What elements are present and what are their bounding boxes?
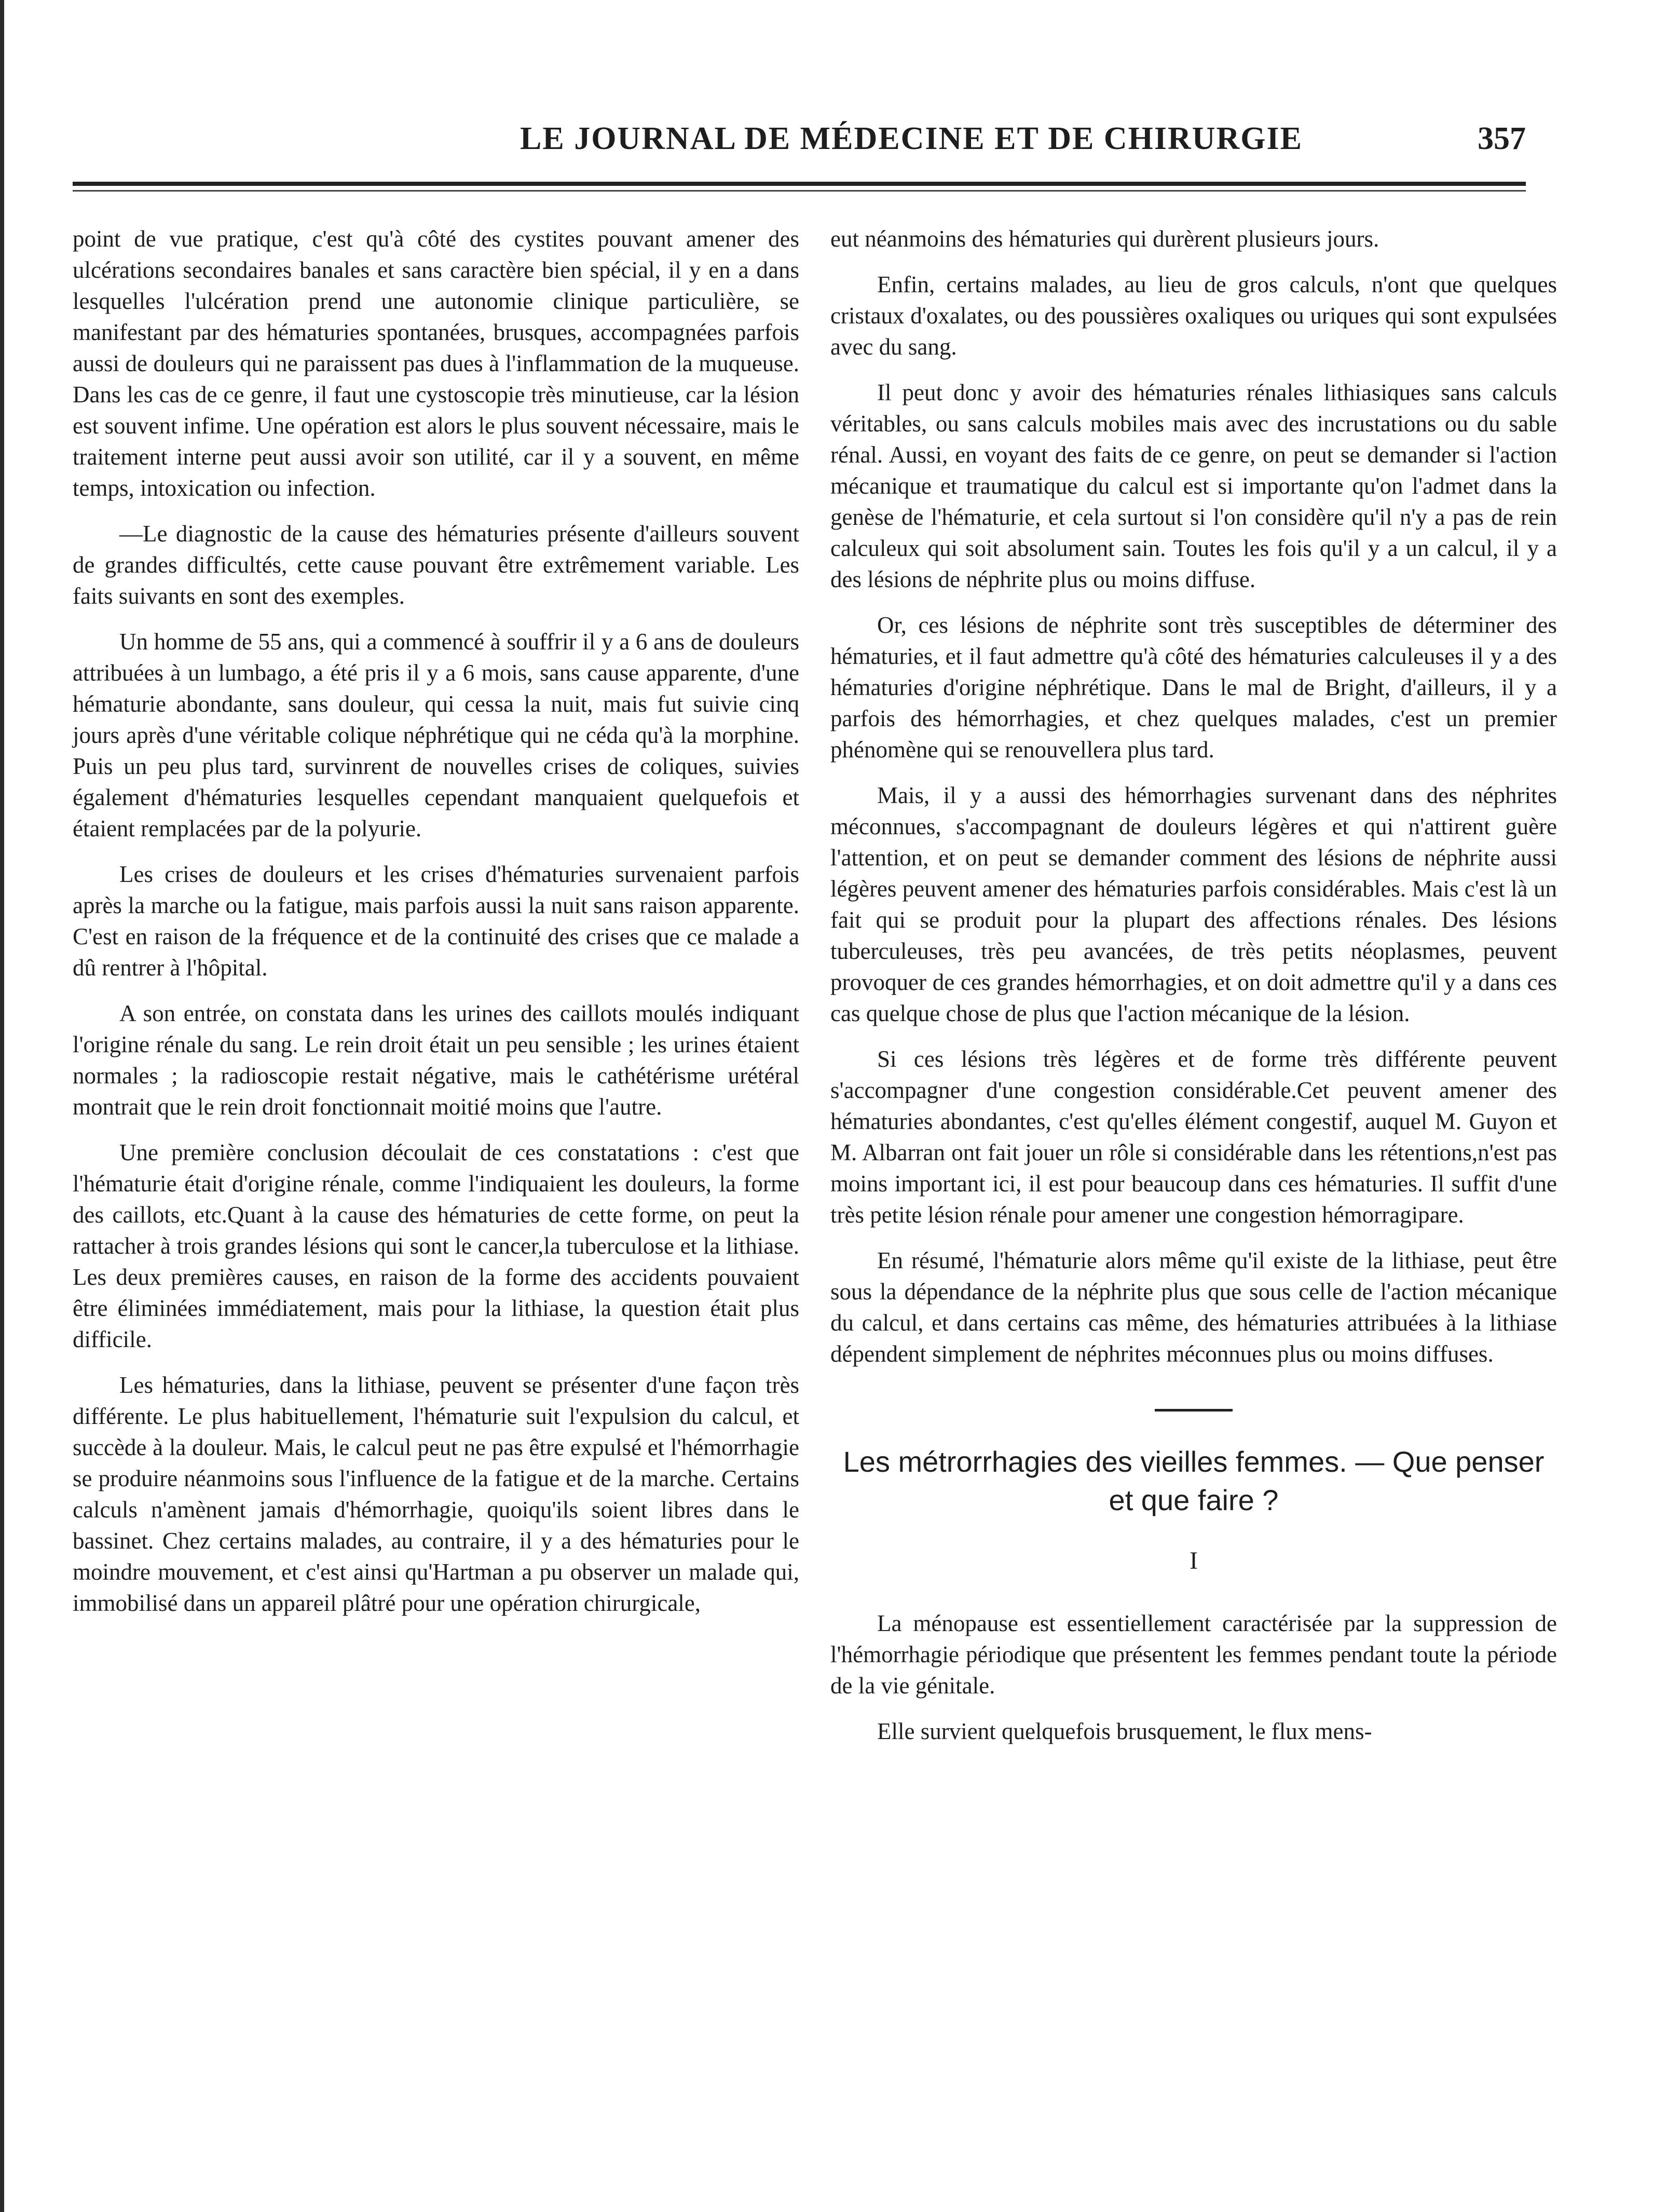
section-number: I xyxy=(1190,1547,1198,1575)
paragraph: La ménopause est essentiellement caractérisée par la suppression de l'hémorrhagie périodique que présentent les femmes pendant toute la période de la vie génitale. xyxy=(830,1610,1557,1699)
page-header xyxy=(73,120,1526,162)
paragraph: Si ces lésions très légères et de forme très différente peuvent s'accompagner d'une congestion considérable.Cet peuvent amener des hématuries abondantes, c'est qu'elles élément congestif, auquel M. Guyon et M. Albarran ont fait jouer un rôle si considérable dans les rétentions,n'est pas moins important ici, il est pour beaucoup dans ces hématuries. Il suffit d'une très petite lésion rénale pour amener une congestion hémorragipare. xyxy=(830,1046,1557,1228)
header-rule-thick xyxy=(73,182,1526,186)
left-column xyxy=(73,223,799,1633)
paragraph: Mais, il y a aussi des hémorrhagies survenant dans des néphrites méconnues, s'accompagnant de douleurs légères et qui n'attirent guère l'attention, et on peut se demander comment des lésions de néphrite aussi légères peuvent amener des hématuries parfois considérables. Mais c'est là un fait qui se produit pour la plupart des affections rénales. Des lésions tuberculeuses, très peu avancées, de très petits néoplasmes, peuvent provoquer de ces grandes hémorrhagies, et on doit admettre qu'il y a dans ces cas quelque chose de plus que l'action mécanique de la lésion. xyxy=(830,782,1557,1026)
paragraph: Or, ces lésions de néphrite sont très susceptibles de déterminer des hématuries, et il faut admettre qu'à côté des hématuries calculeuses il y a des hématuries d'origine néphrétique. Dans le mal de Bright, d'ailleurs, il y a parfois des hémorrhagies, et chez quelques malades, c'est un premier phénomène qui se renouvellera plus tard. xyxy=(830,612,1557,763)
running-title: LE JOURNAL DE MÉDECINE ET DE CHIRURGIE xyxy=(520,121,1303,156)
paragraph: eut néanmoins des hématuries qui durèrent plusieurs jours. xyxy=(830,226,1379,252)
paragraph: Les hématuries, dans la lithiase, peuvent se présenter d'une façon très différente. Le plus habituellement, l'hématurie suit l'expulsion du calcul, et succède à la douleur. Mais, le calcul peut ne pas être expulsé et l'hémorrhagie se produire néanmoins sous l'influence de la fatigue et de la marche. Certains calculs n'amènent jamais d'hémorrhagie, quoiqu'ils soient libres dans le bassinet. Chez certains malades, au contraire, il y a des hématuries pour le moindre mouvement, et c'est ainsi qu'Hartman a pu observer un malade qui, immobilisé dans un appareil plâtré pour une opération chirurgicale, xyxy=(73,1372,799,1616)
paragraph: Un homme de 55 ans, qui a commencé à souffrir il y a 6 ans de douleurs attribuées à un lumbago, a été pris il y a 6 mois, sans cause apparente, d'une hématurie abondante, sans douleur, qui cessa la nuit, mais fut suivie cinq jours après d'une véritable colique néphrétique qui ne céda qu'à la morphine. Puis un peu plus tard, survinrent de nouvelles crises de coliques, suivies également d'hématuries lesquelles cependant manquaient quelquefois et étaient remplacées par de la polyurie. xyxy=(73,629,799,842)
header-rule-thin xyxy=(73,190,1526,192)
paragraph: Elle survient quelquefois brusquement, le flux mens- xyxy=(877,1718,1372,1744)
paragraph: Les crises de douleurs et les crises d'hématuries survenaient parfois après la marche ou la fatigue, mais parfois aussi la nuit sans raison apparente. C'est en raison de la fréquence et de la continuité des crises que ce malade a dû rentrer à l'hôpital. xyxy=(73,861,799,981)
paragraph: Enfin, certains malades, au lieu de gros calculs, n'ont que quelques cristaux d'oxalates, ou des poussières oxaliques ou uriques qui sont expulsées avec du sang. xyxy=(830,272,1557,360)
paragraph: —Le diagnostic de la cause des hématuries présente d'ailleurs souvent de grandes difficultés, cette cause pouvant être extrêmement variable. Les faits suivants en sont des exemples. xyxy=(73,521,799,609)
section-separator xyxy=(1155,1409,1233,1412)
article-title: Les métrorrhagies des vieilles femmes. — Que penser et que faire ? xyxy=(843,1445,1545,1516)
paragraph: point de vue pratique, c'est qu'à côté des cystites pouvant amener des ulcérations secondaires banales et sans caractère bien spécial, il y en a dans lesquelles l'ulcération prend une autonomie clinique particulière, se manifestant par des hématuries spontanées, brusques, accompagnées parfois aussi de douleurs qui ne paraissent pas dues à l'inflammation de la muqueuse. Dans les cas de ce genre, il faut une cystoscopie très minutieuse, car la lésion est souvent infime. Une opération est alors le plus souvent nécessaire, mais le traitement interne peut aussi avoir son utilité, car il y a souvent, en même temps, intoxication ou infection. xyxy=(73,226,799,501)
paragraph: Une première conclusion découlait de ces constatations : c'est que l'hématurie était d'origine rénale, comme l'indiquaient les douleurs, la forme des caillots, etc.Quant à la cause des hématuries de cette forme, on peut la rattacher à trois grandes lésions qui sont le cancer,la tuberculose et la lithiase. Les deux premières causes, en raison de la forme des accidents pouvaient être éliminées immédiatement, mais pour la lithiase, la question était plus difficile. xyxy=(73,1139,799,1352)
page-number: 357 xyxy=(1478,121,1526,156)
right-column xyxy=(830,223,1557,1761)
scan-edge xyxy=(0,0,4,2212)
paragraph: A son entrée, on constata dans les urines des caillots moulés indiquant l'origine rénale du sang. Le rein droit était un peu sensible ; les urines étaient normales ; la radioscopie restait négative, mais le cathétérisme urétéral montrait que le rein droit fonctionnait moitié moins que l'autre. xyxy=(73,1000,799,1120)
paragraph: Il peut donc y avoir des hématuries rénales lithiasiques sans calculs véritables, ou sans calculs mobiles mais avec des incrustations ou du sable rénal. Aussi, en voyant des faits de ce genre, on peut se demander si l'action mécanique et traumatique du calcul est si importante qu'on l'admet dans la genèse de l'hématurie, et cela surtout si l'on considère qu'il n'y a pas de rein calculeux qui soit absolument sain. Toutes les fois qu'il y a un calcul, il y a des lésions de néphrite plus ou moins diffuse. xyxy=(830,379,1557,592)
paragraph: En résumé, l'hématurie alors même qu'il existe de la lithiase, peut être sous la dépendance de la néphrite plus que sous celle de l'action mécanique du calcul, et dans certains cas même, des hématuries attribuées à la lithiase dépendent simplement de néphrites méconnues plus ou moins diffuses. xyxy=(830,1247,1557,1367)
